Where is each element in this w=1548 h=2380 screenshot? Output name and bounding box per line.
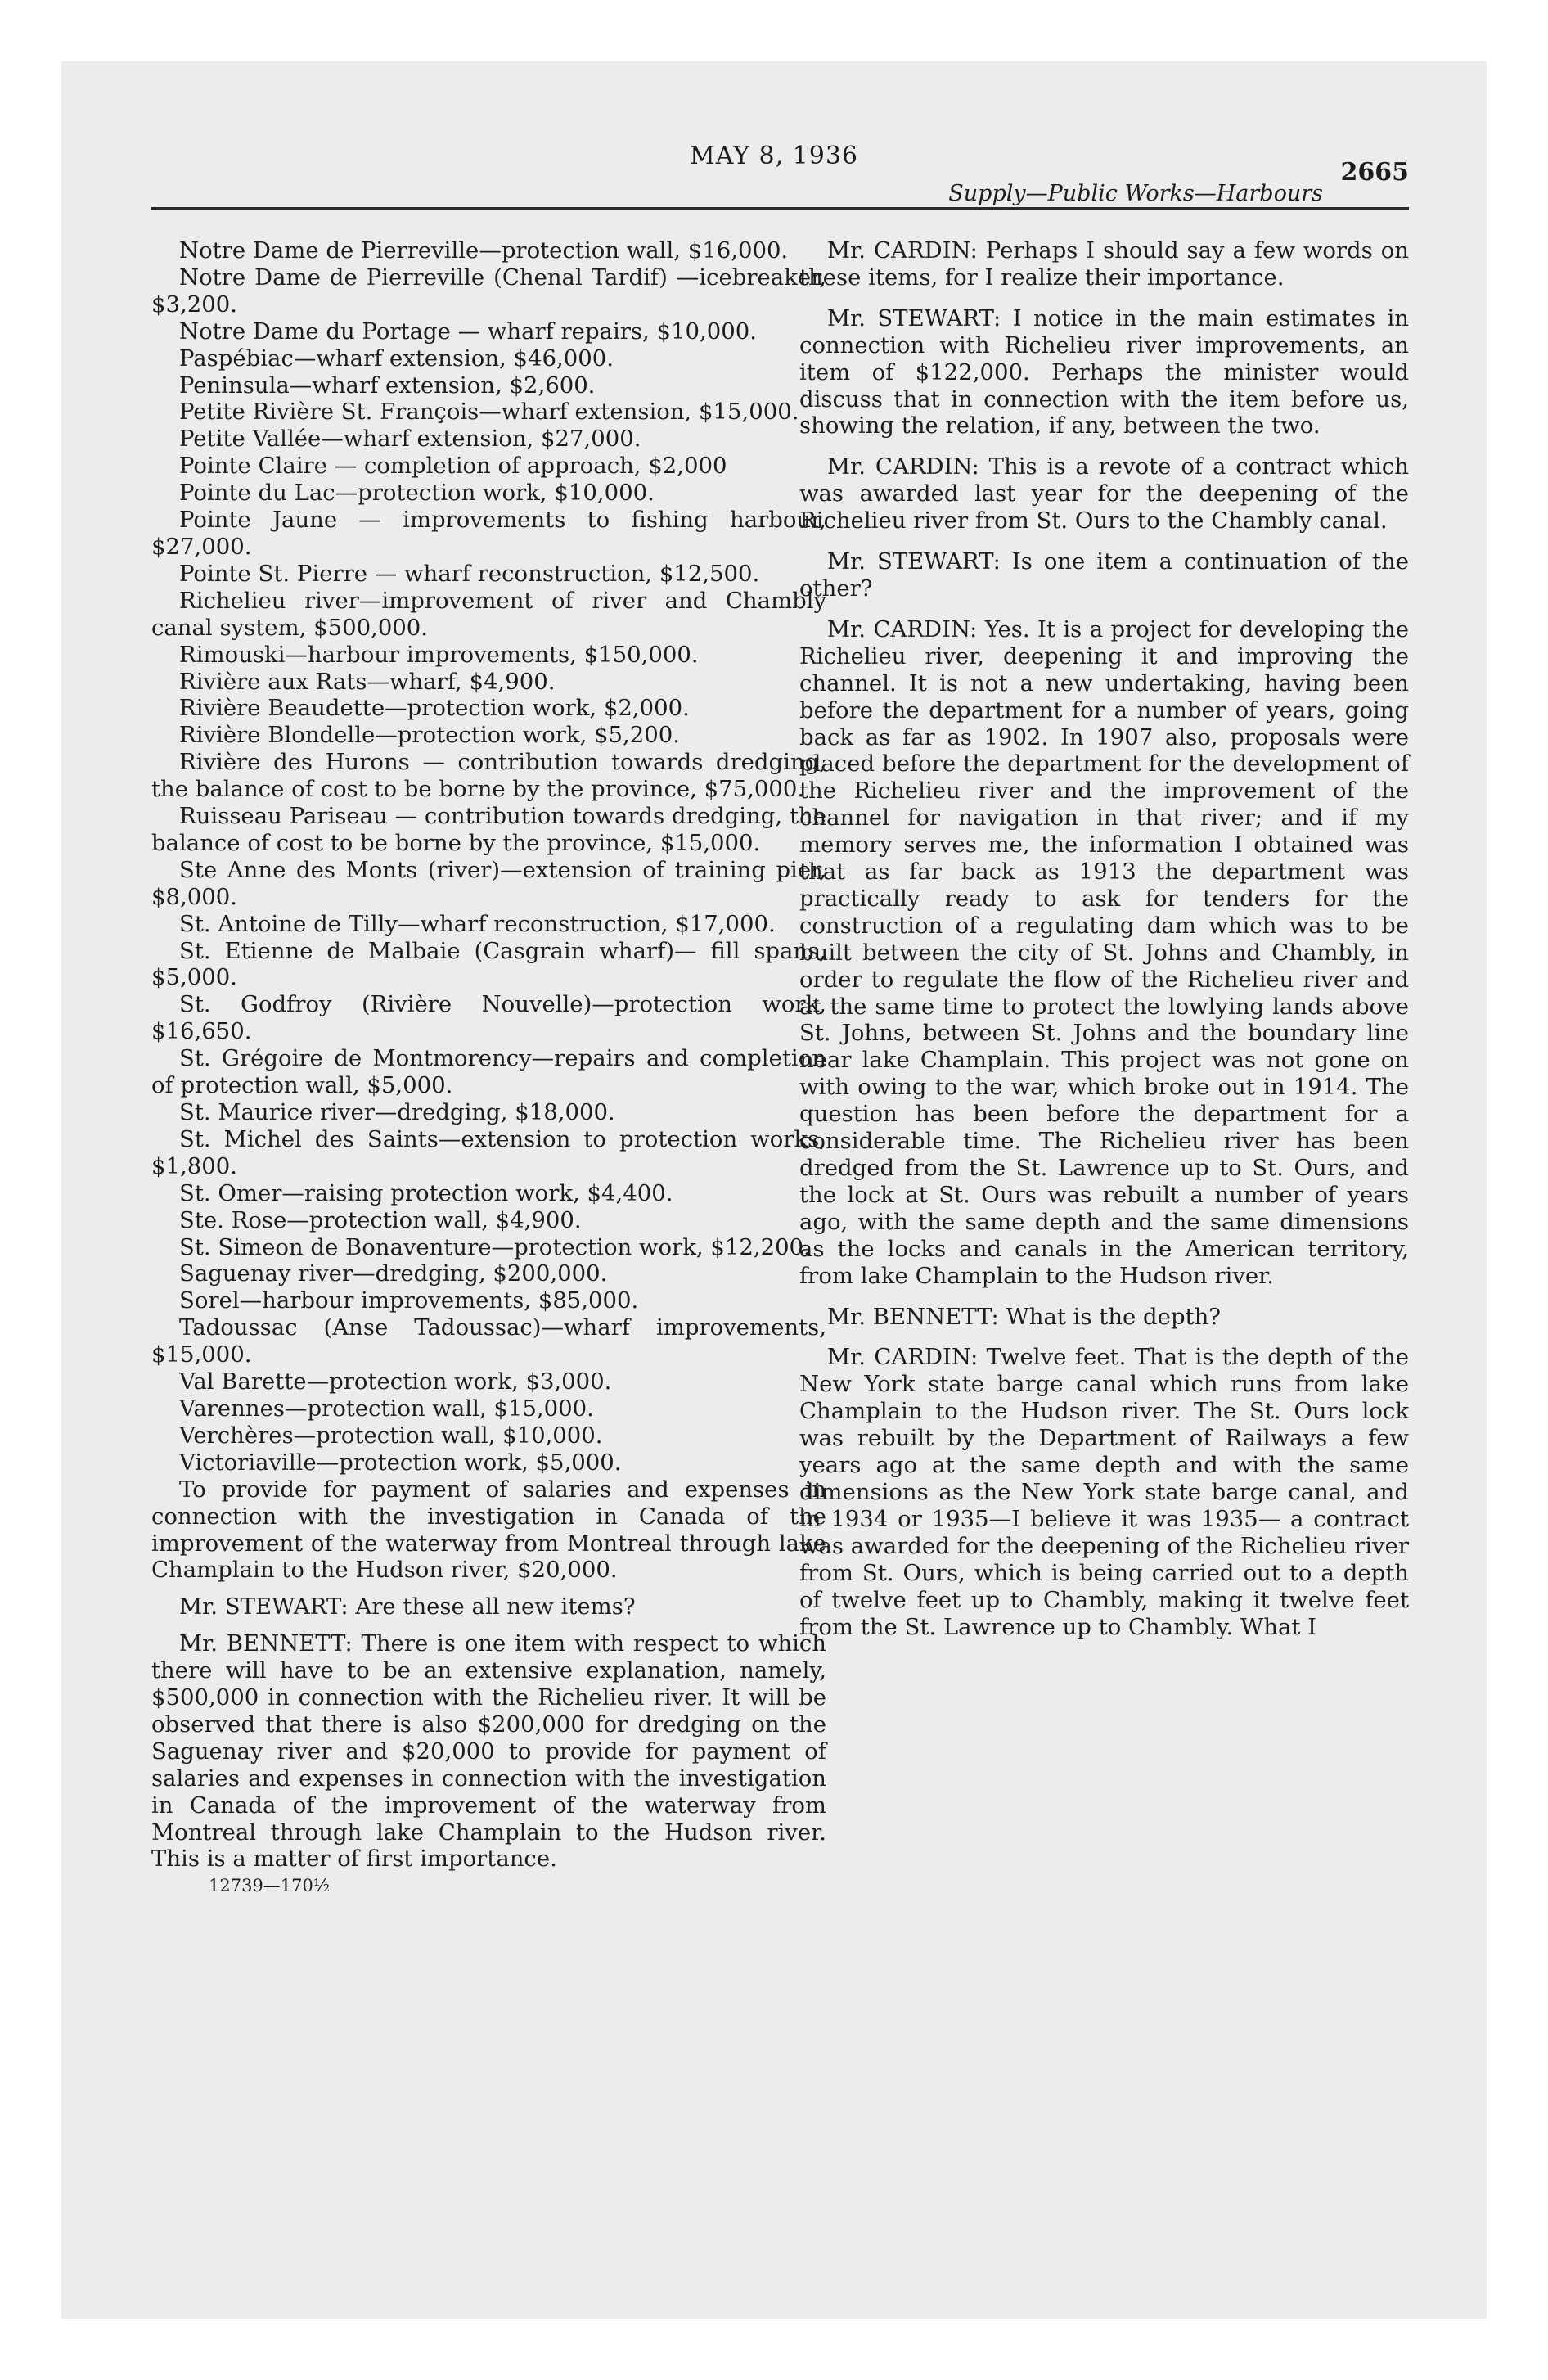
speech-paragraph: Mr. STEWART: I notice in the main estimates in connection with Richelieu river improvements, an item of $122,000. Perhaps the minister would discuss that in connection with the item before us, showing the relation, if any, between the two. [799,304,1409,439]
estimate-item: To provide for payment of salaries and expenses in connection with the investigation in Canada of the improvement of the waterway from Montreal through lake Champlain to the Hudson river, $20,000. [151,1476,826,1584]
print-code: 12739—170½ [209,1876,331,1896]
estimate-item: Ruisseau Pariseau — contribution towards dredging, the balance of cost to be borne by the province, $15,000. [151,803,826,856]
estimate-item: Notre Dame de Pierreville (Chenal Tardif) —icebreaker, $3,200. [151,264,826,318]
speech-paragraph: Mr. BENNETT: There is one item with respect to which there will have to be an extensive explanation, namely, $500,000 in connection with the Richelieu river. It will be observed that there is also $200,000 for dredging on the Saguenay river and $20,000 to provide for payment of salaries and expenses in connection with the investigation in Canada of the improvement of the waterway from Montreal through lake Champlain to the Hudson river. This is a matter of first importance. [151,1630,826,1873]
estimate-item: Sorel—harbour improvements, $85,000. [179,1287,639,1314]
estimate-item: Val Barette—protection work, $3,000. [179,1368,612,1395]
estimate-item: St. Etienne de Malbaie (Casgrain wharf)— fill spans, $5,000. [151,937,826,991]
estimate-item: Peninsula—wharf extension, $2,600. [179,372,596,399]
estimate-item: Pointe Claire — completion of approach, $2,000 [179,453,727,480]
speech-paragraph: Mr. CARDIN: This is a revote of a contract which was awarded last year for the deepening of the Richelieu river from St. Ours to the Chambly canal. [799,453,1409,534]
estimate-item: St. Maurice river—dredging, $18,000. [179,1099,615,1125]
estimate-item: St. Michel des Saints—extension to protection works, $1,800. [151,1125,826,1179]
left-column [151,237,826,1900]
estimate-item: St. Godfroy (Rivière Nouvelle)—protection work, $16,650. [151,991,826,1045]
header-rule [151,207,1409,210]
estimate-item: Pointe Jaune — improvements to fishing harbour, $27,000. [151,507,826,560]
estimate-item: Rivière Blondelle—protection work, $5,200. [179,722,681,749]
estimate-item: Rivière aux Rats—wharf, $4,900. [179,668,556,695]
estimate-item: Rimouski—harbour improvements, $150,000. [179,641,699,668]
estimate-item: Tadoussac (Anse Tadoussac)—wharf improvements, $15,000. [151,1314,826,1368]
page-header [61,61,1487,225]
estimate-item: St. Grégoire de Montmorency—repairs and completion of protection wall, $5,000. [151,1045,826,1099]
estimate-item: Rivière Beaudette—protection work, $2,000. [179,695,690,722]
estimate-item: Verchères—protection wall, $10,000. [179,1422,603,1449]
estimate-item: St. Simeon de Bonaventure—protection work, $12,200. [179,1233,811,1260]
page-date: MAY 8, 1936 [689,142,858,170]
document-page [61,61,1487,2319]
speech-paragraph: Mr. CARDIN: Perhaps I should say a few words on these items, for I realize their importance. [799,237,1409,291]
estimate-item: Pointe St. Pierre — wharf reconstruction, $12,500. [179,560,760,587]
estimate-item: St. Antoine de Tilly—wharf reconstruction, $17,000. [179,910,776,937]
estimate-item: Richelieu river—improvement of river and Chambly canal system, $500,000. [151,587,826,641]
estimate-item: Notre Dame du Portage — wharf repairs, $10,000. [179,318,757,345]
estimate-item: Rivière des Hurons — contribution towards dredging, the balance of cost to be borne by the province, $75,000. [151,749,826,803]
estimate-item: Petite Vallée—wharf extension, $27,000. [179,426,641,453]
estimate-item: Ste Anne des Monts (river)—extension of training pier, $8,000. [151,856,826,910]
estimate-item: Notre Dame de Pierreville—protection wall, $16,000. [179,237,789,264]
estimate-item: Victoriaville—protection work, $5,000. [179,1449,622,1476]
estimate-item: Pointe du Lac—protection work, $10,000. [179,480,655,507]
speech-paragraph: Mr. STEWART: Are these all new items? [179,1593,636,1620]
speech-paragraph: Mr. CARDIN: Twelve feet. That is the depth of the New York state barge canal which runs from lake Champlain to the Hudson river. The St. Ours lock was rebuilt by the Department of Railways a few years ago at the same depth and with the same dimensions as the New York state barge canal, and in 1934 or 1935—I believe it was 1935— a contract was awarded for the deepening of the Richelieu river from St. Ours, which is being carried out to a depth of twelve feet up to Chambly, making it twelve feet from the St. Lawrence up to Chambly. What I [799,1344,1409,1640]
section-heading: Supply—Public Works—Harbours [948,181,1323,206]
estimate-item: Saguenay river—dredging, $200,000. [179,1260,608,1287]
estimate-item: Ste. Rose—protection wall, $4,900. [179,1206,582,1233]
estimate-item: Varennes—protection wall, $15,000. [179,1395,594,1422]
speech-paragraph: Mr. BENNETT: What is the depth? [827,1303,1222,1330]
estimate-item: Paspébiac—wharf extension, $46,000. [179,345,614,372]
estimate-item: Petite Rivière St. François—wharf extension, $15,000. [179,399,799,426]
right-column [799,237,1409,1654]
speech-paragraph: Mr. STEWART: Is one item a continuation of the other? [799,548,1409,602]
estimate-item: St. Omer—raising protection work, $4,400. [179,1179,673,1206]
speech-paragraph: Mr. CARDIN: Yes. It is a project for developing the Richelieu river, deepening it and improving the channel. It is not a new undertaking, having been before the department for a number of years, going back as far as 1902. In 1907 also, proposals were placed before the department for the development of the Richelieu river and the improvement of the channel for navigation in that river; and if my memory serves me, the information I obtained was that as far back as 1913 the department was practically ready to ask for tenders for the construction of a regulating dam which was to be built between the city of St. Johns and Chambly, in order to regulate the flow of the Richelieu river and at the same time to protect the lowlying lands above St. Johns, between St. Johns and the boundary line near lake Champlain. This project was not gone on with owing to the war, which broke out in 1914. The question has been before the department for a considerable time. The Richelieu river has been dredged from the St. Lawrence up to St. Ours, and the lock at St. Ours was rebuilt a number of years ago, with the same depth and the same dimensions as the locks and canals in the American territory, from lake Champlain to the Hudson river. [799,615,1409,1289]
page-number: 2665 [1340,158,1409,187]
